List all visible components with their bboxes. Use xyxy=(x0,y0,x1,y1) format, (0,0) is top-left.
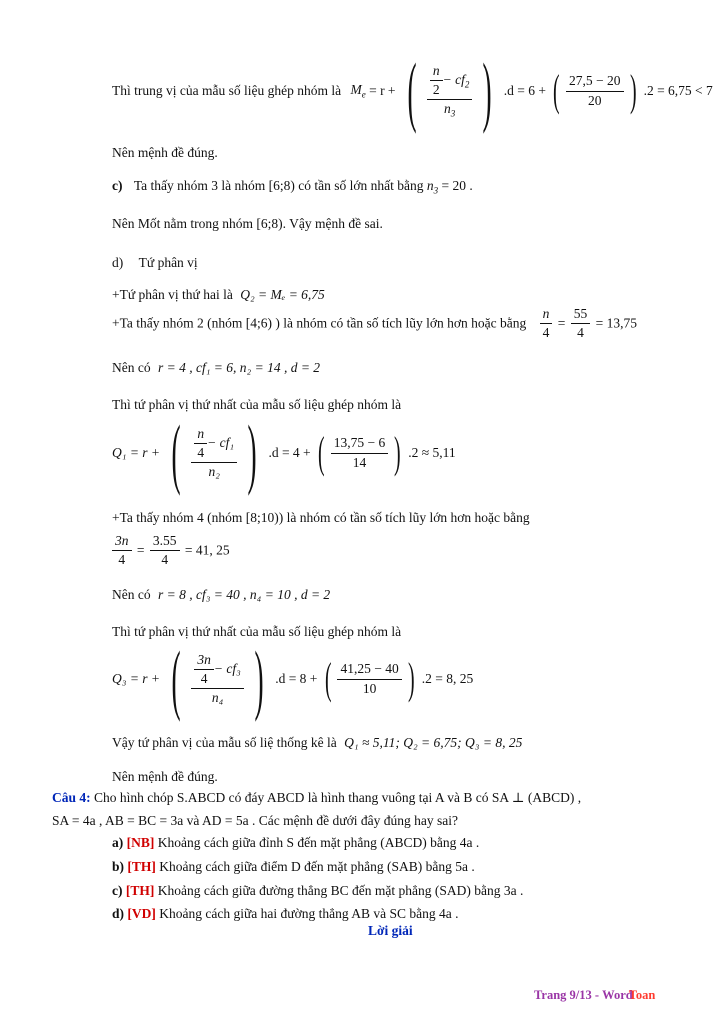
group2-line: +Ta thấy nhóm 2 (nhóm [4;6) ) là nhóm có tần số tích lũy lớn hơn hoặc bằng $\frac{n}{4}$ = $\frac{55}{4}$ = 13,75 xyxy=(112,306,638,341)
median-paren-2: ( $\frac{27,5 - 20}{20}$ ) xyxy=(553,66,637,115)
group4-fraction: $\frac{3n}{4}$ = $\frac{3.55}{4}$ = 41, 25 xyxy=(112,533,230,568)
brand-toan: Toan xyxy=(628,988,656,1002)
median-tail: .2 = 6,75 < 7 xyxy=(643,82,713,98)
q3-intro: Thì tứ phân vị thứ nhất của mẫu số liệu ghép nhóm là xyxy=(112,624,402,639)
page-number: Trang 9/13 - xyxy=(534,988,600,1002)
q4-option-a: a) [NB] Khoảng cách giữa đỉnh S đến mặt phẳng (ABCD) bằng 4a . xyxy=(112,835,480,850)
conclusion-2: Nên mệnh đề đúng. xyxy=(112,769,218,784)
part-c-line-1: c) Ta thấy nhóm 3 là nhóm [6;8) có tần số lớn nhất bằng $n_3 = 20$ . xyxy=(112,178,473,196)
part-c-line-2: Nên Mốt nằm trong nhóm [6;8). Vậy mệnh đề sai. xyxy=(112,216,383,231)
question-4-line-1: Câu 4: Cho hình chóp S.ABCD có đáy ABCD là hình thang vuông tại A và B có SA ⊥ (ABCD) , xyxy=(52,790,582,805)
q4-option-c: c) [TH] Khoảng cách giữa đường thẳng BC đến mặt phẳng (SAD) bằng 3a . xyxy=(112,883,524,898)
q1-intro: Thì tứ phân vị thứ nhất của mẫu số liệu ghép nhóm là xyxy=(112,397,402,412)
question-4-line-2: SA = 4a , AB = BC = 3a và AD = 5a . Các mệnh đề dưới đây đúng hay sai? xyxy=(52,813,458,828)
median-mid: .d = 6 + xyxy=(503,82,546,98)
q2-line: +Tứ phân vị thứ hai là Q₂ = Mₑ = 6,75 xyxy=(112,287,325,302)
part-d-header: d) Tứ phân vị xyxy=(112,255,198,270)
solution-title: Lời giải xyxy=(368,923,413,938)
q3-formula: Q₃ = r + ( $\frac{3n}{4}$ − cf₃ n₄ ) .d = 8 + ( $\frac{41,25 - 40}{10}$ ) .2 = 8, 25 xyxy=(112,635,474,722)
median-formula-line xyxy=(112,47,713,134)
page-footer xyxy=(534,988,655,1003)
median-intro: Thì trung vị của mẫu số liệu ghép nhóm là xyxy=(112,82,342,98)
median-eq: = r + xyxy=(369,82,396,98)
group4-line: +Ta thấy nhóm 4 (nhóm [8;10)) là nhóm có tần số tích lũy lớn hơn hoặc bằng xyxy=(112,510,530,525)
q4-option-b: b) [TH] Khoảng cách giữa điểm D đến mặt phẳng (SAB) bằng 5a . xyxy=(112,859,475,874)
params2-line: Nên có r = 8 , cf₃ = 40 , n₄ = 10 , d = 2 xyxy=(112,587,331,602)
q4-option-d: d) [VD] Khoảng cách giữa hai đường thẳng AB và SC bằng 4a . xyxy=(112,906,459,921)
median-lhs: $M_e$ xyxy=(350,81,366,100)
median-big-paren: ( $\frac{n}{2}$ − $cf_2$ $n_3$ ) xyxy=(407,47,492,134)
q1-formula: Q₁ = r + ( $\frac{n}{4}$ − cf₁ n₂ ) .d = 4 + ( $\frac{13,75 - 6}{14}$ ) .2 ≈ 5,11 xyxy=(112,409,456,496)
params1-line: Nên có r = 4 , cf₁ = 6, n₂ = 14 , d = 2 xyxy=(112,360,321,375)
conclusion-1: Nên mệnh đề đúng. xyxy=(112,145,218,160)
brand-word: Word xyxy=(602,988,633,1002)
summary-line: Vậy tứ phân vị của mẫu số liệ thống kê là Q₁ ≈ 5,11; Q₂ = 6,75; Q₃ = 8, 25 xyxy=(112,735,523,750)
